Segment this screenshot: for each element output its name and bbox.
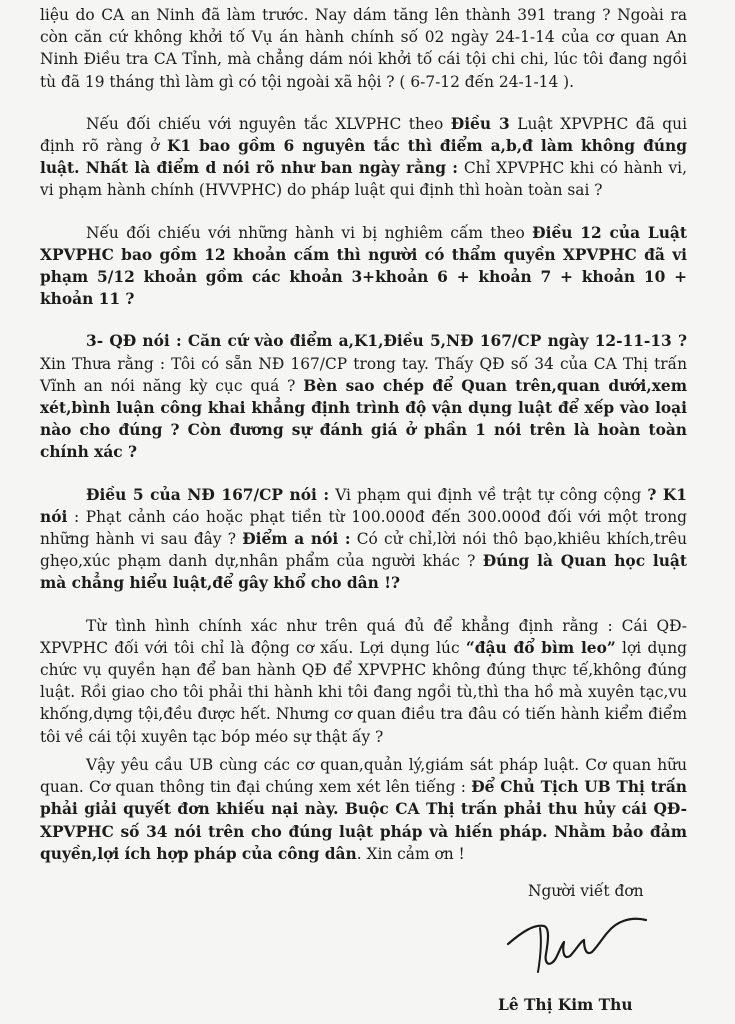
paragraph-6: [40, 615, 687, 748]
p5-text-f: Có cử chỉ,lời nói thô bạo,khiêu khích,trêu ghẹo,xúc phạm danh dự,nhân phẩm của người khác ?: [40, 530, 687, 571]
p3-bold-b: Điều 12 của Luật XPVPHC bao gồm 12 khoản cấm thì người có thẩm quyền XPVPHC đã vi phạm 5/12 khoản gồm các khoản 3+khoản 6 + khoản 7 + khoản 10 + khoản 11 ?: [40, 223, 687, 309]
p5-bold-c: ? K1 nói: [40, 485, 687, 526]
p5-text-b: Vi phạm qui định về trật tự công cộng: [329, 485, 648, 504]
p5-bold-e: Điểm a nói :: [242, 530, 351, 549]
p2-text-a: Nếu đối chiếu với nguyên tắc XLVPHC theo: [86, 114, 451, 133]
p4-text-b: Xin Thưa rằng : Tôi có sẵn NĐ 167/CP trong tay. Thấy QĐ số 34 của CA Thị trấn Vĩnh an nói năng kỳ cục quá ?: [40, 354, 687, 395]
p5-bold-a: Điều 5 của NĐ 167/CP nói :: [86, 485, 330, 504]
p6-text-a: Từ tình hình chính xác như trên quá đủ để khẳng định rằng : Cái QĐ-XPVPHC đối với tôi chỉ là động cơ xấu. Lợi dụng lúc: [40, 616, 687, 657]
paragraph-2: [40, 113, 687, 202]
p5-bold-g: Đúng là Quan học luật mà chẳng hiểu luật,để gây khổ cho dân !?: [40, 552, 687, 593]
p2-bold-d: K1 bao gồm 6 nguyên tắc thì điểm a,b,đ làm không đúng luật. Nhất là điểm d nói rõ như ban ngày rằng :: [40, 137, 687, 178]
p2-text-e: Chỉ XPVPHC khi có hành vi, vi phạm hành chính (HVVPHC) do pháp luật qui định thì hoàn toàn sai ?: [40, 159, 687, 200]
signature-title: Người viết đơn: [528, 882, 644, 900]
p3-text-a: Nếu đối chiếu với những hành vi bị nghiêm cấm theo: [86, 223, 533, 242]
signature-name: Lê Thị Kim Thu: [498, 996, 633, 1014]
handwritten-signature: [500, 902, 650, 982]
paragraph-5: [40, 484, 687, 595]
p2-bold-b: Điều 3: [450, 114, 510, 133]
p7-text-c: . Xin cảm ơn !: [356, 844, 465, 863]
paragraph-7: [40, 754, 687, 865]
p4-bold-a: 3- QĐ nói : Căn cứ vào điểm a,K1,Điều 5,NĐ 167/CP ngày 12-11-13 ?: [86, 332, 687, 351]
paragraph-4: [40, 330, 687, 463]
p2-text-c: Luật XPVPHC đã qui định rõ ràng ở: [40, 114, 687, 156]
paragraph-3: [40, 222, 687, 311]
p7-bold-b: Để Chủ Tịch UB Thị trấn phải giải quyết đơn khiếu nại này. Buộc CA Thị trấn phải thu hủy cái QĐ-XPVPHC số 34 nói trên cho đúng luật pháp và hiến pháp. Nhằm bảo đảm quyền,lợi ích hợp pháp của công dân: [40, 778, 687, 863]
p5-text-d: : Phạt cảnh cáo hoặc phạt tiền từ 100.000đ đến 300.000đ đối với một trong những hành vi sau đây ?: [40, 507, 687, 549]
p7-text-a: Vậy yêu cầu UB cùng các cơ quan,quản lý,giám sát pháp luật. Cơ quan hữu quan. Cơ quan thông tin đại chúng xem xét lên tiếng :: [40, 755, 687, 797]
p4-bold-c: Bèn sao chép để Quan trên,quan dưới,xem xét,bình luận công khai khẳng định trình độ vận dụng luật để xếp vào loại nào cho đúng ? Còn đương sự đánh giá ở phần 1 nói trên là hoàn toàn chính xác ?: [40, 376, 687, 462]
p6-bold-b: “đậu đổ bìm leo”: [465, 638, 616, 657]
p6-text-c: lợi dụng chức vụ quyền hạn để ban hành QĐ để XPVPHC không đúng thực tế,không đúng luật. Rồi giao cho tôi phải thi hành khi tôi đang ngồi tù,thì tha hồ mà xuyên tạc,vu khống,dựng tội,đều được hết. Nhưng cơ quan điều tra đâu có tiến hành kiểm điểm tôi về cái tội xuyên tạc bóp méo sự thật ấy ?: [40, 638, 687, 746]
paragraph-1: liệu do CA an Ninh đã làm trước. Nay dám tăng lên thành 391 trang ? Ngoài ra còn căn cứ không khởi tố Vụ án hành chính số 02 ngày 24-1-14 của cơ quan An Ninh Điều tra CA Tỉnh, mà chẳng dám nói khởi tố cái tội chi chi, lúc tôi đang ngồi tù đã 19 tháng thì làm gì có tội ngoài xã hội ? ( 6-7-12 đến 24-1-14 ).: [40, 6, 687, 91]
